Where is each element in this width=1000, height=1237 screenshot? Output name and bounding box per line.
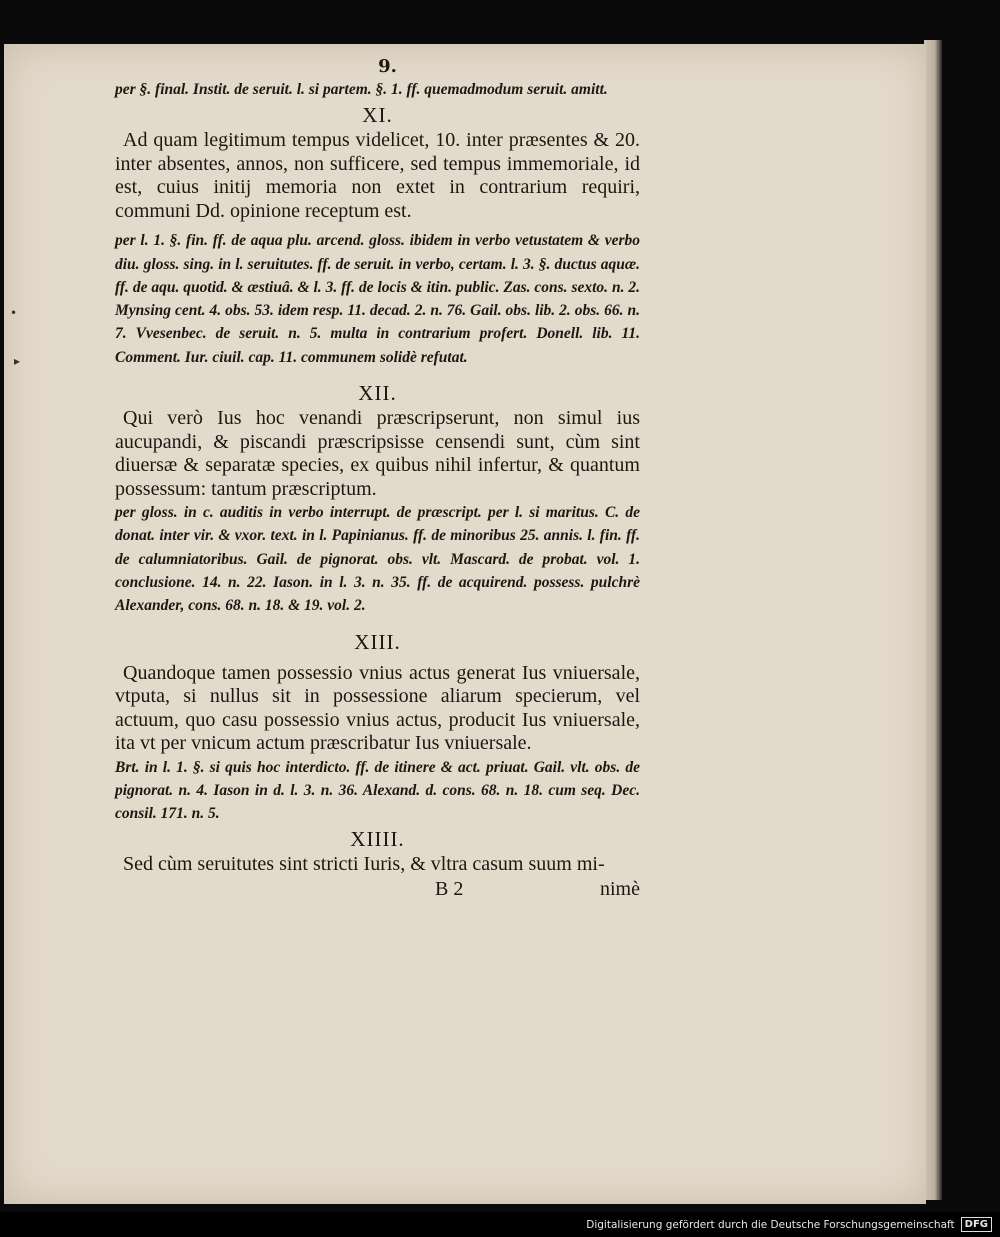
margin-mark: •: [10, 306, 18, 320]
heading-xiii: XIII.: [354, 629, 401, 654]
heading-xiiii: XIIII.: [350, 827, 405, 852]
funding-banner: [0, 1212, 1000, 1237]
body-xiiii: Sed cùm seruitutes sint stricti Iuris, & vltra casum suum mi-: [123, 853, 605, 876]
catchword: nimè: [600, 877, 640, 900]
note-prev: per §. final. Instit. de seruit. l. si partem. §. 1. ff. quemadmodum seruit. amitt.: [115, 81, 608, 98]
note-xiii: Brt. in l. 1. §. si quis hoc interdicto. ff. de itinere & act. priuat. Gail. vlt. obs. de pignorat. n. 4. Iason in d. l. 3. n. 36. Alexand. d. cons. 68. n. 18. cum seq. Dec. consil. 171. n. 5.: [115, 758, 640, 823]
dfg-logo: DFG: [961, 1217, 992, 1232]
note-xii: per gloss. in c. auditis in verbo interrupt. de præscript. per l. si maritus. C. de donat. inter vir. & vxor. text. in l. Papinianus. ff. de minoribus 25. annis. l. fin. ff. de calumniatoribus. Gail. de pignorat. obs. vlt. Mascard. de probat. vol. 1. conclusione. 14. n. 22. Iason. in l. 3. n. 35. ff. de acquirend. possess. pulchrè Alexander, cons. 68. n. 18. & 19. vol. 2.: [115, 504, 640, 615]
page-footer: [115, 877, 640, 901]
body-xi: Ad quam legitimum tempus videlicet, 10. inter præsentes & 20. inter absentes, annos, non sufficere, sed tempus immemoriale, id est, cuius initij memoria non extet in contrarium requiri, communi Dd. opinione receptum est.: [115, 129, 640, 222]
page-edge: [924, 40, 942, 1200]
signature-mark: B 2: [435, 877, 464, 900]
note-xi: per l. 1. §. fin. ff. de aqua plu. arcend. gloss. ibidem in verbo vetustatem & verbo diu. gloss. sing. in l. seruitutes. ff. de seruit. in verbo, certam. l. 3. §. ductus aquæ. ff. de aqu. quotid. & æstiuâ. & l. 3. ff. de locis & itin. public. Zas. cons. sexto. n. 2. Mynsing cent. 4. obs. 53. idem resp. 11. decad. 2. n. 76. Gail. obs. lib. 2. obs. 66. n. 7. Vvesenbec. de seruit. n. 5. multa in contrarium profert. Donell. lib. 11. Comment. Iur. ciuil. cap. 11. communem solidè refutat.: [115, 232, 640, 366]
text-block: [115, 56, 640, 901]
page-number: 9.: [378, 56, 397, 77]
margin-arrow: ▸: [14, 354, 21, 368]
body-xiii: Quandoque tamen possessio vnius actus generat Ius vniuersale, vtputa, si nullus sit in possessione aliarum specierum, vel actuum, quo casu possessio vnius actus, producit Ius vniuersale, ita vt per vnicum actum præscribatur Ius vniuersale.: [115, 661, 640, 755]
body-xii: Qui verò Ius hoc venandi præscripserunt, non simul ius aucupandi, & piscandi præscripsisse censendi sunt, cùm sint diuersæ & separatæ species, ex quibus nihil infertur, & quantum possessum: tantum præscriptum.: [115, 407, 640, 500]
funding-text: Digitalisierung gefördert durch die Deutsche Forschungsgemeinschaft: [586, 1218, 955, 1231]
heading-xi: XI.: [362, 103, 393, 128]
heading-xii: XII.: [358, 381, 397, 406]
